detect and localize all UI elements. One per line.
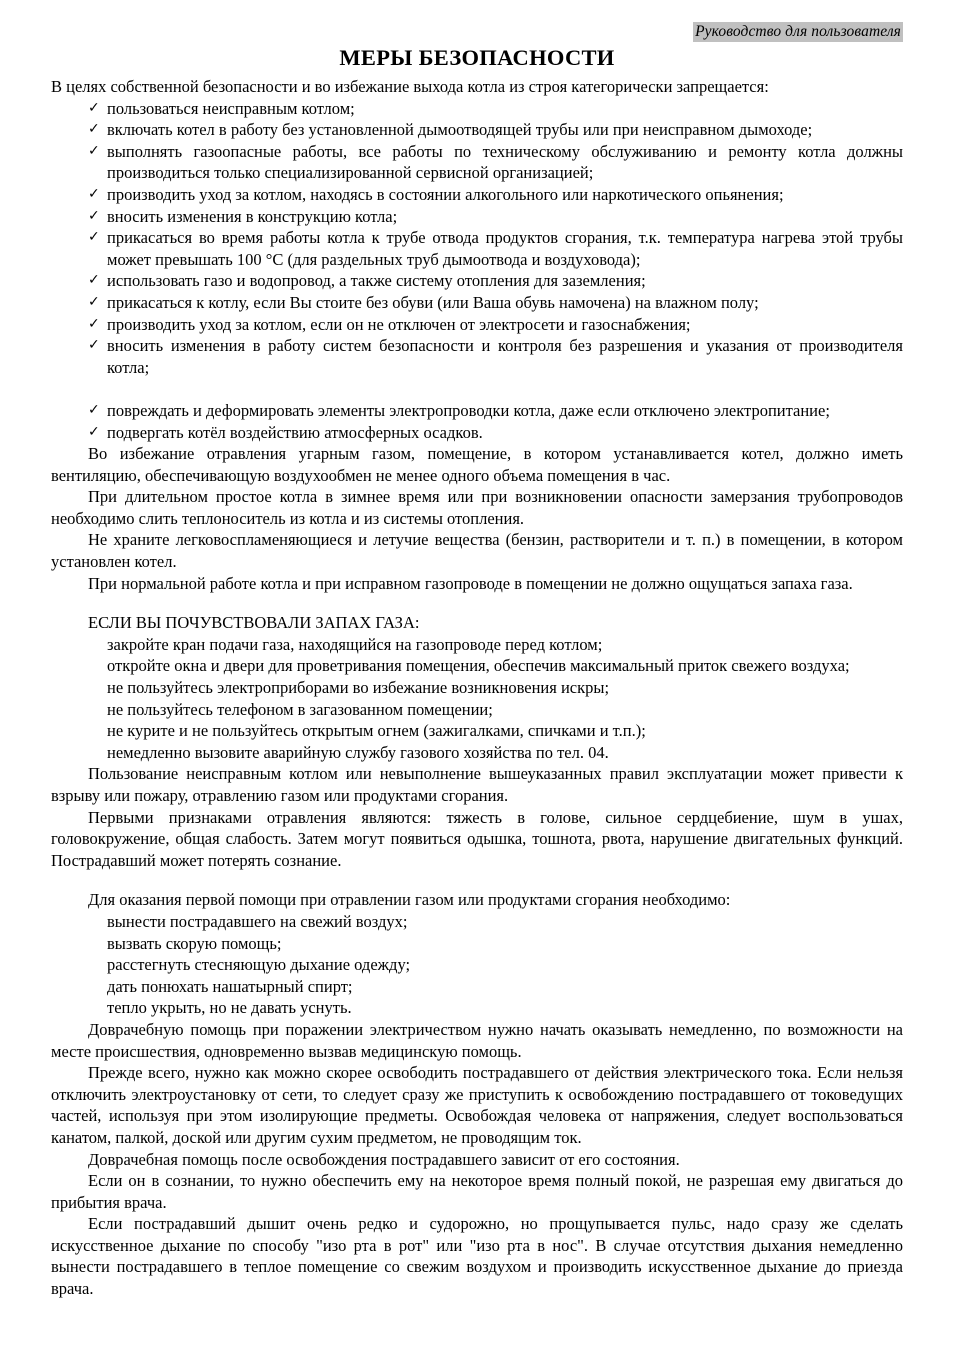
paragraph-free-from-current: Прежде всего, нужно как можно скорее освободить пострадавшего от действия электрического тока. Если нельзя отключить электроустановку от сети, то следует сразу же приступить к освобождению пострадавшего от токоведущих частей, используя при этом изолирующие предметы. Освобождая человека от напряжения, следует воспользоваться канатом, палкой, доской или другим сухим предметом, не проводящим ток. xyxy=(51,1063,903,1147)
list-item-text: прикасаться к котлу, если Вы стоите без обуви (или Ваша обувь намочена) на влажном полу; xyxy=(107,292,759,312)
check-icon: ✓ xyxy=(88,121,100,138)
list-item-text: пользоваться неисправным котлом; xyxy=(107,98,355,118)
check-icon: ✓ xyxy=(88,423,100,440)
page-title: МЕРЫ БЕЗОПАСНОСТИ xyxy=(339,45,615,70)
list-item xyxy=(51,292,903,314)
running-header-title: Руководство для пользователя xyxy=(695,23,901,40)
spacer xyxy=(51,871,903,889)
spacer xyxy=(51,594,903,612)
list-item xyxy=(51,335,903,400)
first-aid-steps-list xyxy=(51,911,903,1019)
list-item xyxy=(51,119,903,141)
check-icon: ✓ xyxy=(88,293,100,310)
list-item xyxy=(51,400,903,422)
list-item xyxy=(51,227,903,270)
section-heading-gas-smell: ЕСЛИ ВЫ ПОЧУВСТВОВАЛИ ЗАПАХ ГАЗА: xyxy=(88,613,420,633)
list-item: не пользуйтесь телефоном в загазованном помещении; xyxy=(107,699,493,719)
section-heading-first-aid: Для оказания первой помощи при отравлении газом или продуктами сгорания необходимо: xyxy=(88,890,731,910)
list-item-text: повреждать и деформировать элементы электропроводки котла, даже если отключено электропитание; xyxy=(107,400,830,420)
list-item xyxy=(51,422,903,444)
check-icon: ✓ xyxy=(88,185,100,202)
list-item xyxy=(51,270,903,292)
list-item-text: вносить изменения в конструкцию котла; xyxy=(107,206,398,226)
list-item: откройте окна и двери для проветривания помещения, обеспечив максимальный приток свежего воздуха; xyxy=(107,656,850,676)
check-icon: ✓ xyxy=(88,207,100,224)
list-item: расстегнуть стесняющую дыхание одежду; xyxy=(107,955,411,975)
prohibited-actions-list xyxy=(51,98,903,444)
list-item-text: прикасаться во время работы котла к трубе отвода продуктов сгорания, т.к. температура нагрева этой трубы может превышать 100 °С (для раздельных труб дымоотвода и воздуховода); xyxy=(107,228,903,269)
list-item: тепло укрыть, но не давать уснуть. xyxy=(107,998,352,1018)
paragraph-conscious-victim: Если он в сознании, то нужно обеспечить ему на некоторое время полный покой, не разрешая ему двигаться до прибытия врача. xyxy=(51,1171,903,1212)
paragraph-ventilation: Во избежание отравления угарным газом, помещение, в котором устанавливается котел, должно иметь вентиляцию, обеспечивающую воздухообмен не менее одного объема помещения в час. xyxy=(51,444,903,485)
check-icon: ✓ xyxy=(88,142,100,159)
check-icon: ✓ xyxy=(88,229,100,246)
list-item xyxy=(51,314,903,336)
check-icon: ✓ xyxy=(88,315,100,332)
paragraph-artificial-respiration: Если пострадавший дышит очень редко и судорожно, но прощупывается пульс, надо сразу же сделать искусственное дыхание по способу "изо рта в рот" или "изо рта в нос". В случае отсутствия дыхания немедленно вынести пострадавшего в теплое помещение со свежим воздухом и производить искусственное дыхание до приезда врача. xyxy=(51,1214,903,1299)
paragraph-poisoning-symptoms: Первыми признаками отравления являются: тяжесть в голове, сильное сердцебиение, шум в ушах, головокружение, общая слабость. Затем могут появиться одышка, тошнота, рвота, нарушение двигательных функций. Пострадавший может потерять сознание. xyxy=(51,807,903,870)
list-item: вызвать скорую помощь; xyxy=(107,933,282,953)
paragraph-normal-operation: При нормальной работе котла и при исправном газопроводе в помещении не должно ощущаться запаха газа. xyxy=(88,573,853,593)
list-item-text: производить уход за котлом, если он не отключен от электросети и газоснабжения; xyxy=(107,314,691,334)
list-item xyxy=(51,184,903,206)
list-item: дать понюхать нашатырный спирт; xyxy=(107,976,353,996)
list-item xyxy=(51,141,903,184)
intro-paragraph: В целях собственной безопасности и во избежание выхода котла из строя категорически запрещается: xyxy=(51,77,769,96)
list-item-text: подвергать котёл воздействию атмосферных осадков. xyxy=(107,422,483,442)
check-icon: ✓ xyxy=(88,401,100,418)
list-item xyxy=(51,98,903,120)
list-item-text: вносить изменения в работу систем безопасности и контроля без разрешения и указания от производителя котла; xyxy=(107,336,903,377)
document-body xyxy=(51,44,903,1300)
list-item: немедленно вызовите аварийную службу газового хозяйства по тел. 04. xyxy=(107,742,609,762)
gas-smell-steps-list xyxy=(51,634,903,764)
list-item-text: включать котел в работу без установленной дымоотводящей трубы или при неисправном дымоходе; xyxy=(107,120,813,140)
check-icon: ✓ xyxy=(88,99,100,116)
paragraph-flammables: Не храните легковоспламеняющиеся и летучие вещества (бензин, растворители и т. п.) в помещении, в котором установлен котел. xyxy=(51,530,903,572)
list-item: не пользуйтесь электроприборами во избежание возникновения искры; xyxy=(107,678,610,698)
paragraph-aid-after-release: Доврачебная помощь после освобождения пострадавшего зависит от его состояния. xyxy=(88,1149,680,1169)
list-item: закройте кран подачи газа, находящийся на газопроводе перед котлом; xyxy=(107,634,603,654)
check-icon: ✓ xyxy=(88,337,100,354)
list-item-text: использовать газо и водопровод, а также систему отопления для заземления; xyxy=(107,271,646,291)
list-item: вынести пострадавшего на свежий воздух; xyxy=(107,911,408,931)
paragraph-electric-first-aid: Доврачебную помощь при поражении электричеством нужно начать оказывать немедленно, по возможности на месте происшествия, одновременно вызвав медицинскую помощь. xyxy=(51,1019,903,1061)
paragraph-freezing: При длительном простое котла в зимнее время или при возникновении опасности замерзания трубопроводов необходимо слить теплоноситель из котла и из системы отопления. xyxy=(51,487,903,528)
list-item-text: выполнять газоопасные работы, все работы по техническому обслуживанию и ремонту котла должны производиться только специализированной сервисной организацией; xyxy=(107,141,903,183)
check-icon: ✓ xyxy=(88,272,100,289)
list-item: не курите и не пользуйтесь открытым огнем (зажигалками, спичками и т.п.); xyxy=(107,721,646,741)
paragraph-misuse-consequences: Пользование неисправным котлом или невыполнение вышеуказанных правил эксплуатации может привести к взрыву или пожару, отравлению газом или продуктами сгорания. xyxy=(51,764,903,805)
list-item-text: производить уход за котлом, находясь в состоянии алкогольного или наркотического опьянения; xyxy=(107,184,784,204)
list-item xyxy=(51,206,903,228)
page-header xyxy=(50,22,903,43)
